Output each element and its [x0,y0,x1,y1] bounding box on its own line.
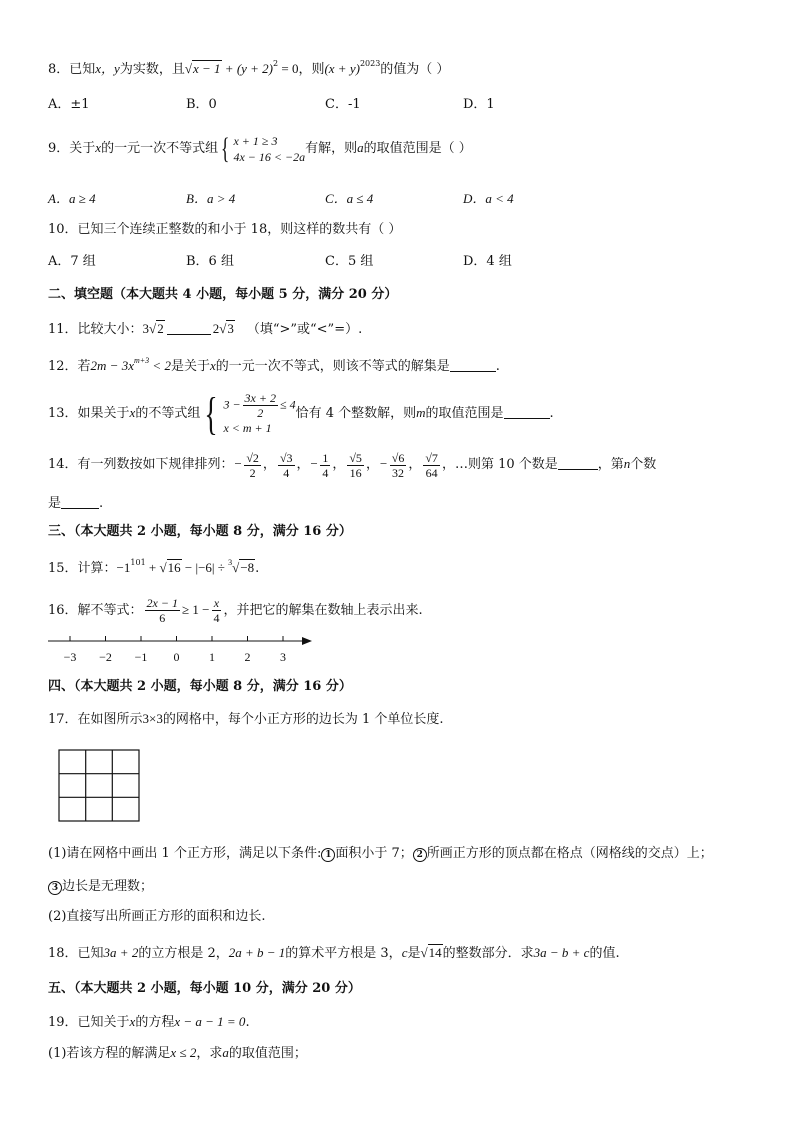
q14-separator: ， [262,457,276,472]
number-line-tick-label: 1 [209,650,215,664]
number-line-tick-label: −1 [134,650,148,664]
q14-term-numerator: √3 [279,450,293,465]
q14-term [421,450,442,480]
q13-system: { 3 − $\frac{3x + 2}{2}$ ≤ 4 x < m + 1 [204,387,296,439]
q13-answer-blank[interactable] [504,406,550,419]
q19-stem: 19．已知关于x的方程x − a − 1 = 0. [48,1014,250,1030]
q10-option-a: A．7 组 [48,254,96,269]
q9-system: { x + 1 ≥ 3 4x − 16 < −2a [220,131,306,165]
q14-term-denominator: 64 [425,465,438,480]
q9-option-a: A．a ≥ 4 [48,191,96,206]
q17-part1: (1)请在网格中画出 1 个正方形，满足以下条件: 1 面积小于 7； 2 所画正方形的顶点都在格点（网格线的交点）上； [48,846,713,861]
number-line-tick-label: 3 [280,650,286,664]
section-5-heading: 五、（本大题共 2 小题，每小题 10 分，满分 20 分） [48,981,361,996]
q14-stem-line2: 是 . [48,496,104,511]
q14-term [345,450,366,480]
q14-separator: ， [296,457,310,472]
q12-answer-blank[interactable] [450,359,496,372]
grid-3x3 [58,749,142,823]
q9-option-d: D．a < 4 [463,191,514,206]
q16-stem: 16．解不等式： $\frac{2x - 1}{6}$ ≥ 1 − $\frac{x}{4}$ ，并把它的解集在数轴上表示出来. [48,596,423,625]
q18-stem: 18．已知3a + 2的立方根是 2，2a + b − 1的算术平方根是 3，c是√14的整数部分．求3a − b + c的值. [48,945,620,961]
q14-term-fraction [390,451,407,480]
q17-stem: 17．在如图所示3×3的网格中，每个小正方形的边长为 1 个单位长度. [48,711,444,727]
q14-term-numerator: √6 [391,450,405,465]
q14-term-fraction [347,451,364,480]
q14-term-denominator: 4 [283,465,290,480]
q14-separator: ， [365,457,379,472]
q14-term [309,450,333,480]
number-line-arrow-icon [302,637,312,645]
q11-stem: 11．比较大小：3√2 2√3 （填“>”或“<”=）. [48,321,363,337]
q15-stem: 15．计算：$-1^{101} + √16 - |-6| \div ^3√-8$. [48,558,260,576]
q14-term [276,450,297,480]
circled-number-1: 1 [321,848,335,862]
circled-number-3: 3 [48,881,62,895]
q12-stem: 12．若$2m - 3x^{m+3} < 2$是关于x的一元一次不等式，则该不等式的解集是 . [48,356,500,374]
q14-term-sign: − [309,456,319,471]
q8-option-d: D．1 [463,97,495,112]
number-line-tick-label: −3 [63,650,77,664]
q8-option-b: B．0 [186,97,217,112]
q14-term-fraction [423,451,440,480]
q14-sequence [233,450,442,480]
q10-stem: 10．已知三个连续正整数的和小于 18，则这样的数共有（ ） [48,222,402,237]
q14-separator: ， [332,457,346,472]
section-2-heading: 二、填空题（本大题共 4 小题，每小题 5 分，满分 20 分） [48,287,398,302]
q14-term-numerator: 1 [322,450,329,465]
q14-term-fraction [278,451,295,480]
q14-term-sign: − [233,456,243,471]
q19-part1: (1)若该方程的解满足x ≤ 2，求a的取值范围； [48,1045,307,1061]
q8-option-c: C．-1 [325,97,361,112]
q14-term-denominator: 16 [349,465,362,480]
number-line-tick-label: 0 [173,650,180,664]
q14-term-denominator: 2 [249,465,256,480]
q9-option-b: B．a > 4 [186,191,236,206]
q13-stem: 13．如果关于x的不等式组 { 3 − $\frac{3x + 2}{2}$ ≤ 4 x < m + 1 恰有 4 个整数解，则m的取值范围是 . [48,387,554,439]
q9-option-c: C．a ≤ 4 [325,191,374,206]
q8-stem: 8．已知x，y为实数，且$√x - 1 + (y + 2)^2 = 0$，则$(x + y)^{2023}$的值为（ ） [48,59,450,77]
q14-term-numerator: √2 [246,450,259,465]
number-line-tick-label: 2 [244,650,251,664]
q17-part2: (2)直接写出所画正方形的面积和边长. [48,909,266,924]
q11-answer-blank[interactable] [167,322,211,335]
q10-option-d: D．4 组 [463,254,512,269]
q8-option-a: A．±1 [48,97,90,112]
number-line [46,632,316,668]
q14-answer-blank-1[interactable] [558,457,598,470]
q14-term-numerator: √7 [425,450,438,465]
section-4-heading: 四、（本大题共 2 小题，每小题 8 分，满分 16 分） [48,679,352,694]
circled-number-2: 2 [413,848,427,862]
q14-term-denominator: 32 [392,465,405,480]
q14-term-numerator: √5 [349,450,362,465]
q14-separator: ， [408,457,422,472]
q14-term [233,450,263,480]
q10-option-b: B．6 组 [186,254,234,269]
q14-term-fraction [320,451,330,480]
number-line-tick-label: −2 [99,650,112,664]
q14-term [378,450,408,480]
q14-answer-blank-2[interactable] [61,496,99,509]
section-3-heading: 三、（本大题共 2 小题，每小题 8 分，满分 16 分） [48,524,352,539]
q10-option-c: C．5 组 [325,254,374,269]
q14-term-sign: − [378,456,388,471]
q17-part1-cont: 3 边长是无理数； [48,878,153,896]
q14-term-denominator: 4 [322,465,329,480]
q14-stem: 14．有一列数按如下规律排列：− $\frac{√2}{2}$ ， $\frac{√3}{4}$ ，− $\frac{1}{4}$ ， $\frac{√5}{16}$ ，− $\frac{√6}{32}$ ， $\frac{√7}{64}$ ，…则第 10 个数是 ，第n个数 [48,450,657,480]
q9-stem: 9．关于x的一元一次不等式组 { x + 1 ≥ 3 4x − 16 < −2a 有解，则a的取值范围是（ ） [48,131,472,165]
q14-term-fraction [244,451,261,480]
